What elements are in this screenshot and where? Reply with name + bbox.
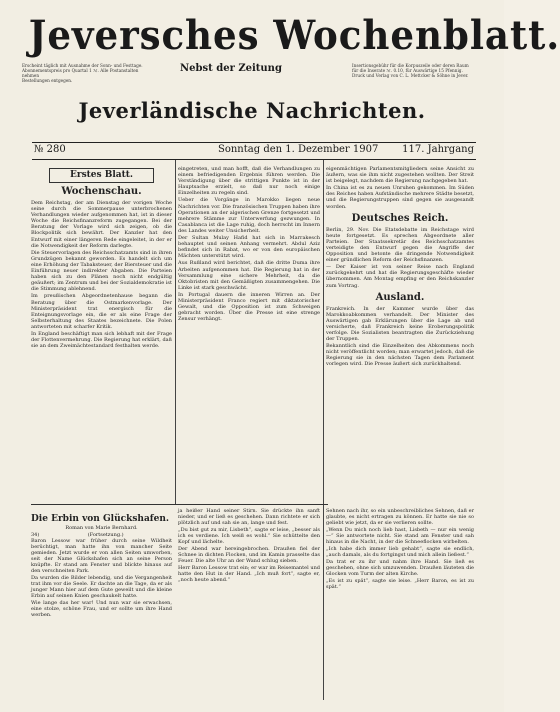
column-1 [31, 166, 172, 500]
masthead [12, 12, 560, 59]
article-paragraph: eingetreten, und man hofft, daß die Verhandlungen zu einem befriedigenden Ergebnis führen werden. Die Verständigung über die strittigen Punkte ist in der Hauptsache erzielt, so daß nur noch einige Einzelheiten zu regeln sind. [178, 166, 320, 197]
section-heading-deutsches-reich: Deutsches Reich. [351, 212, 449, 224]
article-paragraph: — Der Kaiser ist von seiner Reise nach England zurückgekehrt und hat die Regierungsgeschäfte wieder übernommen. Am Montag empfing er den Reichskanzler zum Vortrag. [326, 264, 474, 289]
serial-paragraph: „Es ist zu spät“, sagte sie leise. „Herr Baron, es ist zu spät.“ [326, 578, 474, 590]
article-paragraph: Im preußischen Abgeordnetenhause begann die Beratung über die Ostmarkenvorlage. Der Ministerpräsident trat energisch für die Enteignungsvorlage ein, die er als eine Frage der Selbsterhaltung des Staates bezeichnete. Die Polen antworteten mit scharfer Kritik. [31, 293, 172, 330]
nebst-label: Nebst der Zeitung [180, 63, 282, 74]
column-divider [323, 160, 324, 700]
section-heading-wochenschau: Wochenschau. [61, 186, 142, 197]
article-paragraph: Der Sultan Mulay Hafid hat sich in Marrakesch behauptet und seinen Anhang vermehrt. Abdul Aziz befindet sich in Rabat, wo er von den europäischen Mächten unterstützt wird. [178, 235, 320, 260]
serial-paragraph: Sehnen nach ihr, so ein unbeschreibliches Sehnen, daß er glaubte, es nicht ertragen zu können. Er hatte sie nie so geliebt wie jetzt, da er sie verlieren sollte. [326, 508, 474, 526]
right-note-2: für die Inserate ℳ. 0.10, für Auswärtige 15 Pfennig. [352, 68, 463, 73]
feuilleton-rule [31, 504, 328, 505]
newspaper-subtitle: Jeverländische Nachrichten. [78, 98, 426, 123]
article-paragraph: Frankreich. In der Kammer wurde über das Marokkoabkommen verhandelt. Der Minister des Auswärtigen gab Erklärungen über die Lage ab und versicherte, daß Frankreich keine Eroberungspolitik verfolge. Die Sozialisten beantragten die Zurückziehung der Truppen. [326, 305, 474, 343]
serial-byline: Roman von Marie Bernhard. [65, 525, 138, 531]
right-note-1: Insertionsgebühr für die Korpuszeile oder deren Raum [352, 63, 469, 68]
serial-number: 34) [31, 532, 40, 538]
article-paragraph: Berlin, 29. Nov. Die Etatsdebatte im Reichstage wird heute fortgesetzt. Es sprechen Abgeordnete aller Parteien. Der Staatssekretär des Reichsschatzamtes verteidigte den Entwurf gegen die Angriffe der Opposition und betonte die dringende Notwendigkeit einer gründlichen Reform der Reichsfinanzen. [326, 226, 474, 264]
section-heading-ausland: Ausland. [375, 291, 425, 303]
left-note-2: Abonnementspreis pro Quartal 1 ℳ. Alle Postanstalten nehmen [22, 68, 139, 78]
issue-number: № 280 [34, 144, 66, 155]
issue-date: Sonntag den 1. Dezember 1907 [218, 144, 379, 155]
serial-paragraph: „Ich habe dich immer lieb gehabt“, sagte sie endlich, „auch damals, als du fortgingst und mich allein ließest.“ [326, 546, 474, 558]
dateline [32, 142, 476, 160]
article-paragraph: In England beschäftigt man sich lebhaft mit der Frage der Flottenvermehrung. Die Regierung hat erklärt, daß sie an dem Zweimächtestandard festhalten werde. [31, 330, 172, 350]
serial-paragraph: Da wurden die Bilder lebendig, und die Vergangenheit trat ihm vor die Seele. Er dachte an die Tage, da er als junger Mann hier auf dem Gute geweilt und die kleine Erbin auf seinen Knien geschaukelt hatte. [31, 575, 172, 599]
serial-paragraph: Da trat er zu ihr und nahm ihre Hand. Sie ließ es geschehen, ohne sich umzuwenden. Draußen läuteten die Glocken vom Turm der alten Kirche. [326, 559, 474, 577]
column-divider [175, 160, 176, 505]
serial-paragraph: Herr Baron Lessow trat ein; er war im Reisemantel und hatte den Hut in der Hand. „Ich muß fort“, sagte er, „noch heute abend.“ [178, 565, 320, 583]
article-paragraph: Dem Reichstag, der am Dienstag der vorigen Woche seine durch die Sommerpause unterbrochenen Verhandlungen wieder aufgenommen hat, ist in dieser Woche die Reichsfinanzreform zugegangen. Bei der Beratung der Vorlage wird sich zeigen, ob die Blockpolitik sich bewährt. Der Kanzler hat den Entwurf mit einer längeren Rede eingeleitet, in der er die Notwendigkeit der Reform darlegte. [31, 200, 172, 249]
serial-paragraph: Der Abend war hereingebrochen. Draußen fiel der Schnee in dichten Flocken, und im Kamin prasselte das Feuer. Die alte Uhr an der Wand schlug sieben. [178, 546, 320, 564]
article-paragraph: In China ist es zu neuen Unruhen gekommen. Im Süden des Reiches haben Aufständische mehrere Städte besetzt, und die Regierungstruppen sind gegen sie ausgesandt worden. [326, 185, 474, 210]
article-paragraph: Die Steuervorlagen des Reichsschatzamts sind in ihren Grundzügen bekannt geworden. Es handelt sich um eine Erhöhung der Tabaksteuer, der Biersteuer und die Einführung neuer indirekter Abgaben. Die Parteien haben sich zu den Plänen noch nicht endgültig geäußert; im Zentrum und bei der Sozialdemokratie ist die Stimmung ablehnend. [31, 249, 172, 293]
masthead-subrow [22, 63, 482, 103]
serial-paragraph: Wie lange das her war! Und nun war sie erwachsen, eine stolze, schöne Frau, und er sollte um ihre Hand werben. [31, 600, 172, 618]
feuilleton-column-2 [178, 508, 320, 706]
feuilleton-column-1 [31, 514, 172, 706]
right-note-3: Druck und Verlag von C. L. Mettcker & Söhne in Jever. [352, 73, 469, 78]
article-paragraph: Bekanntlich sind die Einzelheiten des Abkommens noch nicht veröffentlicht worden; man erwartet jedoch, daß die Regierung sie in den nächsten Tagen dem Parlament vorlegen wird. Die Presse äußert sich zurückhaltend. [326, 343, 474, 368]
article-paragraph: In Portugal dauern die inneren Wirren an. Der Ministerpräsident Franco regiert mit diktatorischer Gewalt, und die Opposition ist zum Schweigen gebracht worden. Über die Presse ist eine strenge Zensur verhängt. [178, 291, 320, 323]
serial-paragraph: „Du bist gut zu mir, Lisbeth“, sagte er leise, „besser als ich es verdiene. Ich weiß es wohl.“ Sie schüttelte den Kopf und lächelte. [178, 527, 320, 545]
feuilleton-column-3 [326, 508, 474, 706]
left-note-1: Erscheint täglich mit Ausnahme der Sonn- und Festtage. [22, 63, 143, 68]
column-2 [178, 166, 320, 500]
article-paragraph: Aus Rußland wird berichtet, daß die dritte Duma ihre Arbeiten aufgenommen hat. Die Regierung hat in der Versammlung eine sichere Mehrheit, da die Oktobristen mit den Gemäßigten zusammengehen. Die Linke ist stark geschwächt. [178, 260, 320, 291]
article-paragraph: Ueber die Vorgänge in Marokko liegen neue Nachrichten vor. Die französischen Truppen haben ihre Operationen an der algerischen Grenze fortgesetzt und mehrere Stämme zur Unterwerfung gezwungen. In Casablanca ist die Lage ruhig, doch herrscht im Innern des Landes weiter Unsicherheit. [178, 197, 320, 234]
section-box-erstes-blatt: Erstes Blatt. [49, 168, 154, 183]
masthead-right-note [352, 63, 482, 78]
masthead-left-note [22, 63, 152, 83]
column-3 [326, 166, 474, 496]
article-paragraph: eigenmächtigen Parlamentsmitgliedern seine Ansicht zu äußern, was sie ihm nicht zugestehen wollten. Der Streit ist beigelegt, nachdem die Regierung nachgegeben hat. [326, 166, 474, 185]
serial-paragraph: „Wenn Du mich noch lieb hast, Lisbeth — nur ein wenig —“ Sie antwortete nicht. Sie stand am Fenster und sah hinaus in die Nacht, in der die Schneeflocken wirbelten. [326, 527, 474, 545]
left-note-3: Bestellungen entgegen. [22, 78, 73, 83]
year-volume: 117. Jahrgang [402, 144, 474, 155]
serial-paragraph: Baron Lessow war früher durch seine Wildheit berüchtigt, man hatte ihn von mancher Seite gemieden. Jetzt wurde er von allen Seiten umworben, seit der Name Glückshafen sich an seine Person knüpfte. Er stand am Fenster und blickte hinaus auf den verschneiten Park. [31, 538, 172, 574]
newspaper-title: Jeversches Wochenblatt. [28, 12, 560, 59]
serial-continuation: (Fortsetzung.) [87, 532, 124, 538]
serial-title: Die Erbin von Glückshafen. [31, 514, 170, 524]
serial-paragraph: ja heißer Hand seiner Stirn. Sie drückte ihn sanft nieder, und er ließ es geschehen. Dann richtete er sich plötzlich auf und sah sie an, lange und fest. [178, 508, 320, 526]
